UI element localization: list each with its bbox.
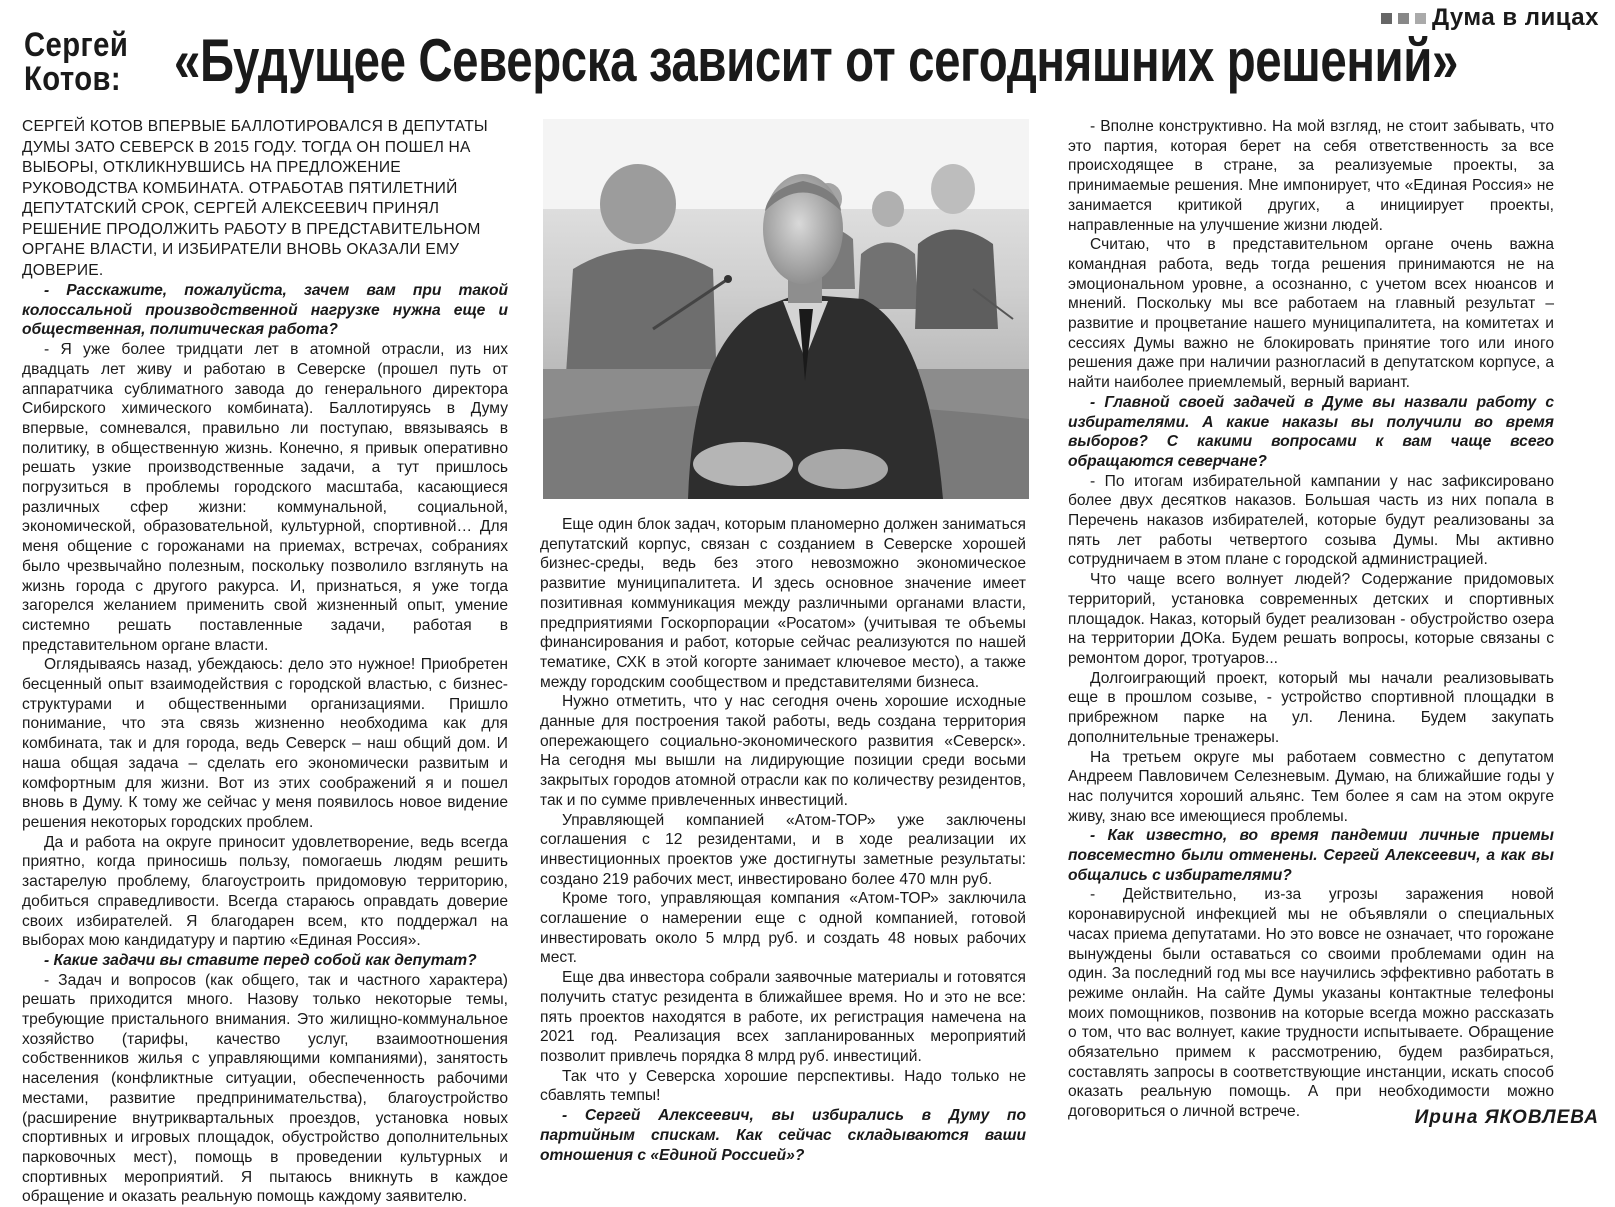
article-column-1 xyxy=(22,117,508,1207)
rubric-square-1 xyxy=(1381,13,1392,24)
article-paragraph: Так что у Северска хорошие перспективы. Надо только не сбавлять темпы! xyxy=(540,1067,1026,1105)
article-paragraph: Оглядываясь назад, убеждаюсь: дело это нужное! Приобретен бесценный опыт взаимодействия с городской властью, с бизнес-структурами и общественными организациями. Пришло понимание, что эта связь жизненно необходима как для комбината, так и для города, ведь Северск – наш общий дом. И наша общая задача – сделать его экономически развитым и комфортным для жизни. Вот из этих соображений я и пошел вновь в Думу. К тому же сейчас у меня появилось новое видение решения некоторых городских проблем. xyxy=(22,656,508,831)
interview-question: - Сергей Алексеевич, вы избирались в Думу по партийным спискам. Как сейчас складываются ваши отношения с «Единой Россией»? xyxy=(540,1107,1026,1164)
article-paragraph: Считаю, что в представительном органе очень важна командная работа, ведь тогда решения принимаются не на эмоциональном уровне, а осознанно, с учетом всех нюансов и мнений. Поскольку мы все работаем на главный результат – развитие и процветание нашего муниципалитета, на комитетах и сессиях Думы важно не блокировать принятие того или иного решения даже при наличии разногласий в депутатском корпусе, а найти наиболее приемлемый, верный вариант. xyxy=(1068,236,1554,392)
interview-question: - Какие задачи вы ставите перед собой как депутат? xyxy=(44,951,477,969)
article-paragraph: - Вполне конструктивно. На мой взгляд, не стоит забывать, что это партия, которая берет на себя ответственность за все происходящее в стране, за реализуемые проекты, за принимаемые решения. Мне импонирует, что «Единая Россия» не занимается критикой других, а инициирует проекты, направленные на улучшение жизни людей. xyxy=(1068,118,1554,234)
article-paragraph: Еще один блок задач, которым планомерно должен заниматься депутатский корпус, связан с созданием в Северске хорошей бизнес-среды, ведь без этого невозможно экономическое развитие муниципалитета. И здесь основное значение имеет позитивная коммуникация между различными органами власти, предприятиями Госкорпорации «Росатом» (учитывая те объемы финансирования и работ, которые сейчас реализуются по нашей тематике, СХК в этой когорте занимает ключевое место), а также между городским сообществом и представителями бизнеса. xyxy=(540,516,1026,691)
author-first-name: Сергей xyxy=(24,26,129,64)
author-last-name: Котов: xyxy=(24,60,122,98)
article-paragraph: Управляющей компанией «Атом-ТОР» уже заключены соглашения с 12 резидентами, и в ходе реализации их инвестиционных проектов уже достигнуты заметные результаты: создано 219 рабочих мест, инвестировано более 470 млн руб. xyxy=(540,811,1026,888)
article-paragraph: - Я уже более тридцати лет в атомной отрасли, из них двадцать лет живу и работаю в Северске (прошел путь от аппаратчика сублиматного завода до генерального директора Сибирского химического комбината). Баллотируясь в Думу впервые, сомневался, правильно ли поступаю, ввязываясь в политику, в общественную жизнь. Конечно, я привык оперативно решать узкие производственные задачи, а тут пришлось погрузиться в проблемы городского масштаба, касающиеся различных сфер жизни: коммунальной, социальной, экономической, образовательной, культурной, спортивной… Для меня общение с горожанами на приемах, встречах, собраниях было чрезвычайно полезным, поскольку позволило взглянуть на жизнь города с другого ракурса. И, признаться, я уже тогда загорелся желанием применить свой жизненный опыт, умение системно решать поставленные задачи, работая в представительном органе власти. xyxy=(22,341,508,654)
author-name xyxy=(24,28,128,96)
rubric-square-3 xyxy=(1415,13,1426,24)
article-paragraph: Что чаще всего волнует людей? Содержание придомовых территорий, установка современных детских и спортивных площадок. Наказ, который будет реализован - обустройство озера на территории ДОКа. Будем решать вопросы, которые связаны с ремонтом дорог, тротуаров... xyxy=(1068,571,1554,667)
article-paragraph: - Задач и вопросов (как общего, так и частного характера) решать приходится много. Назову только некоторые темы, требующие пристального внимания. Это жилищно-коммунальное хозяйство (тарифы, качество услуг, взаимоотношения собственников жилья с управляющими компаниями), занятость населения (конфликтные ситуации, обеспеченность рабочими местами, развитие предпринимательства), благоустройство (расширение внутриквартальных проездов, установка новых спортивных и игровых площадок, обустройство дополнительных парковочных мест), помощь в проведении культурных и спортивных мероприятий. Я пытаюсь вникнуть в каждое обращение и оказать реальную помощь каждому заявителю. xyxy=(22,971,508,1206)
article-column-2 xyxy=(540,515,1026,1165)
article-paragraph: На третьем округе мы работаем совместно с депутатом Андреем Павловичем Селезневым. Думаю, на ближайшие годы у нас получится хороший альянс. Тем более я сам на этом округе живу, знаю все имеющиеся проблемы. xyxy=(1068,748,1554,825)
photo-illustration xyxy=(543,119,1029,499)
interview-question: - Главной своей задачей в Думе вы назвали работу с избирателями. А какие наказы вы получили во время выборов? С какими вопросами к вам чаще всего обращаются северчане? xyxy=(1068,393,1554,470)
rubric-title: Дума в лицах xyxy=(1431,4,1599,31)
headline: «Будущее Северска зависит от сегодняшних решений» xyxy=(174,27,1459,94)
article-paragraph: Нужно отметить, что у нас сегодня очень хорошие исходные данные для построения такой работы, ведь создана территория опережающего социально-экономического развития «Северск». На сегодня мы вышли на лидирующие позиции среди восьми закрытых городов атомной отрасли как по количеству резидентов, так и по сумме привлеченных инвестиций. xyxy=(540,693,1026,809)
article-paragraph: - По итогам избирательной кампании у нас зафиксировано более двух десятков наказов. Большая часть из них попала в Перечень наказов избирателей, которые будут реализованы за пять лет работы четвертого созыва Думы. Мы активно сотрудничаем в этом плане с городской администрацией. xyxy=(1068,472,1554,569)
interview-question: - Расскажите, пожалуйста, зачем вам при такой колоссальной производственной нагрузке нужна еще и общественная, политическая работа? xyxy=(22,282,508,339)
article-column-3 xyxy=(1068,117,1554,1122)
article-paragraph: Да и работа на округе приносит удовлетворение, ведь всегда приятно, когда приносишь пользу, помогаешь людям решить застарелую проблему, благоустроить придомовую территорию, добиться справедливости. Всегда стараюсь оправдать доверие своих избирателей. Я благодарен всем, кто поддержал на выборах мою кандидатуру и партию «Единая Россия». xyxy=(22,833,508,950)
author-signature: Ирина ЯКОВЛЕВА xyxy=(1414,1107,1599,1128)
article-photo xyxy=(543,119,1029,499)
article-paragraph: - Действительно, из-за угрозы заражения новой коронавирусной инфекцией мы не объявляли о специальных часах приема депутатами. Но это вовсе не означает, что горожане вынуждены были оставаться со своими проблемами один на один. За последний год мы все научились эффективно работать в режиме онлайн. На сайте Думы указаны контактные телефоны моих помощников, позвонив на которые всегда можно рассказать о том, что вас волнует, какие трудности испытываете. Обращение обязательно примем к рассмотрению, будем разбираться, составлять запросы в соответствующие инстанции, искать способ оказать реальную помощь. А при необходимости можно договориться о личной встрече. xyxy=(1068,886,1554,1121)
interview-question: - Как известно, во время пандемии личные приемы повсеместно были отменены. Сергей Алексеевич, а как вы общались с избирателями? xyxy=(1068,827,1554,884)
article-paragraph: Еще два инвестора собрали заявочные материалы и готовятся получить статус резидента в ближайшее время. Но и это не все: пять проектов находятся в работе, их регистрация намечена на 2021 год. Реализация всех запланированных мероприятий позволит привлечь порядка 8 млрд руб. инвестиций. xyxy=(540,969,1026,1065)
lead-paragraph: СЕРГЕЙ КОТОВ ВПЕРВЫЕ БАЛЛОТИРОВАЛСЯ В ДЕПУТАТЫ ДУМЫ ЗАТО СЕВЕРСК В 2015 ГОДУ. ТОГДА ОН ПОШЕЛ НА ВЫБОРЫ, ОТКЛИКНУВШИСЬ НА ПРЕДЛОЖЕНИЕ РУКОВОДСТВА КОМБИНАТА. ОТРАБОТАВ ПЯТИЛЕТНИЙ ДЕПУТАТСКИЙ СРОК, СЕРГЕЙ АЛЕКСЕЕВИЧ ПРИНЯЛ РЕШЕНИЕ ПРОДОЛЖИТЬ РАБОТУ В ПРЕДСТАВИТЕЛЬНОМ ОРГАНЕ ВЛАСТИ, И ИЗБИРАТЕЛИ ВНОВЬ ОКАЗАЛИ ЕМУ ДОВЕРИЕ. xyxy=(22,118,488,279)
article-paragraph: Долгоиграющий проект, который мы начали реализовывать еще в прошлом созыве, - устройство спортивной площадки в прибрежном парке на ул. Ленина. Будем закупать дополнительные тренажеры. xyxy=(1068,669,1554,746)
article-paragraph: Кроме того, управляющая компания «Атом-ТОР» заключила соглашение о намерении еще с одной компанией, готовой инвестировать около 5 млрд руб. и создать 48 новых рабочих мест. xyxy=(540,890,1026,967)
rubric-square-2 xyxy=(1398,13,1409,24)
